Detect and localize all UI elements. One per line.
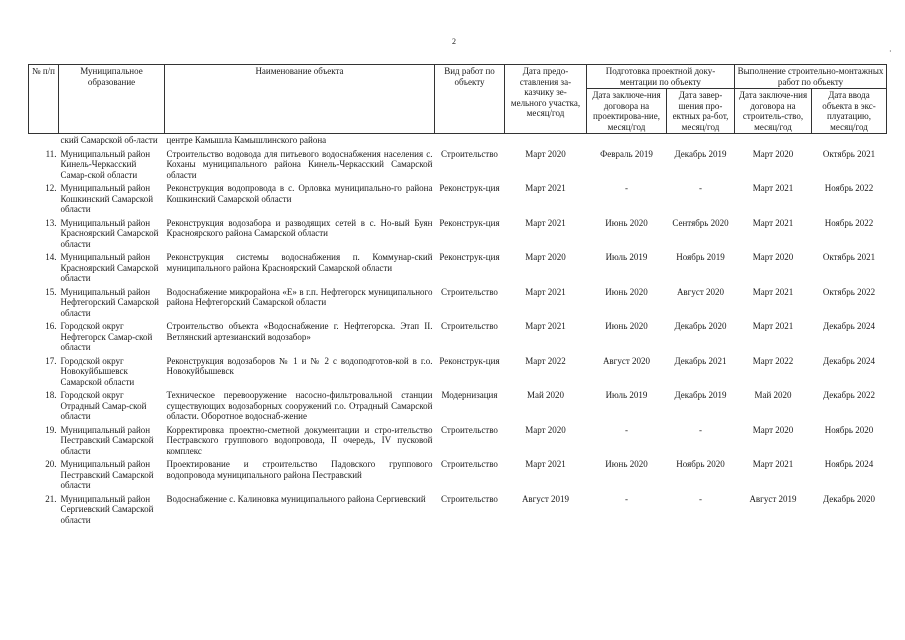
- cell-empty: [735, 134, 812, 149]
- cell-land-date: Март 2020: [525, 148, 566, 159]
- cell-commission: Октябрь 2022: [822, 286, 876, 297]
- cell-build-contract: Март 2021: [752, 286, 794, 297]
- cell-work-type: Реконструк-ция: [439, 252, 500, 262]
- cell-object: Реконструкция водопровода в с. Орловка муниципально-го района Кошкинский Самарской области: [166, 183, 433, 204]
- table-row: [29, 183, 887, 218]
- cell-work-type: Реконструк-ция: [439, 183, 500, 193]
- header-commission: Дата ввода объекта в экс-плуатацию, месяц/год: [812, 89, 887, 134]
- cell-land-date: Май 2020: [526, 390, 565, 400]
- table-row: [29, 149, 887, 184]
- cell-num: 19.: [45, 424, 57, 435]
- cell-num: 20.: [45, 459, 57, 469]
- table-body: [29, 134, 887, 529]
- cell-num: [29, 134, 59, 149]
- corner-mark: ·: [889, 47, 892, 56]
- cell-land-date: Август 2019: [521, 493, 570, 504]
- cell-design-end: Декабрь 2019: [674, 148, 727, 159]
- cell-object: Корректировка проектно-сметной документации и стро-ительство Пестравского группового водопровода, II очередь, IV пусковой комплекс: [166, 424, 433, 456]
- table-row: [29, 494, 887, 529]
- cell-num: 11.: [45, 148, 57, 159]
- cell-design-end: -: [699, 493, 702, 504]
- cell-design-contract: Июль 2019: [605, 390, 648, 400]
- header-num: № п/п: [29, 65, 59, 134]
- cell-design-end: -: [699, 183, 702, 193]
- table-row: [29, 321, 887, 356]
- cell-design-end: Декабрь 2019: [674, 390, 727, 400]
- cell-work-type: Строительство: [441, 286, 498, 297]
- cell-commission: Октябрь 2021: [822, 148, 876, 159]
- cell-commission: Декабрь 2020: [823, 493, 875, 504]
- cell-work-type: Строительство: [441, 148, 498, 159]
- cell-design-contract: -: [625, 183, 628, 193]
- cell-work-type: Строительство: [441, 493, 498, 504]
- cell-commission: Декабрь 2024: [823, 321, 875, 331]
- header-build-contract: Дата заключе-ния договора на строитель-ство, месяц/год: [735, 89, 812, 134]
- cell-empty: [812, 134, 887, 149]
- cell-build-contract: Март 2021: [752, 183, 794, 193]
- cell-design-contract: Июнь 2020: [605, 286, 648, 297]
- cell-design-end: Декабрь 2020: [674, 321, 727, 331]
- table-row: [29, 218, 887, 253]
- table-row-continuation: [29, 134, 887, 149]
- cell-land-date: Март 2021: [525, 286, 566, 297]
- cell-object: Проектирование и строительство Падовского группового водопровода муниципального района Пестравский: [166, 459, 433, 480]
- cell-object: Реконструкция системы водоснабжения п. Коммунар-ский муниципального района Красноярский Самарской области: [166, 252, 433, 273]
- cell-municipality: Городской округ Нефтегорск Самар-ской области: [60, 321, 153, 352]
- cell-work-type: Модернизация: [441, 390, 498, 400]
- cell-design-end: Ноябрь 2019: [676, 252, 725, 262]
- cell-num: 14.: [45, 252, 57, 262]
- cell-design-contract: -: [625, 424, 628, 435]
- cell-empty: [667, 134, 735, 149]
- cell-design-contract: Февраль 2019: [600, 148, 653, 159]
- cell-object: Водоснабжение с. Калиновка муниципального района Сергиевский: [166, 493, 426, 504]
- cell-design-end: -: [699, 424, 702, 435]
- header-municipality: Муниципальное образование: [59, 65, 165, 134]
- cell-num: 17.: [45, 355, 57, 366]
- cell-object: Строительство объекта «Водоснабжение г. Нефтегорска. Этап II. Ветлянский артезианский водозабор»: [166, 321, 433, 342]
- cell-commission: Декабрь 2022: [823, 390, 875, 400]
- cell-land-date: Март 2021: [525, 217, 566, 228]
- cell-design-contract: Август 2020: [602, 355, 651, 366]
- projects-table: [28, 64, 887, 528]
- cell-empty: [435, 134, 505, 149]
- cell-municipality: Муниципальный район Пестравский Самарской области: [60, 459, 154, 490]
- header-build-group: Выполнение строительно-монтажных работ по объекту: [735, 65, 887, 89]
- cell-build-contract: Март 2021: [752, 459, 794, 469]
- cell-commission: Ноябрь 2024: [824, 459, 874, 469]
- cell-build-contract: Март 2020: [752, 252, 794, 262]
- cell-municipality: Муниципальный район Кошкинский Самарской области: [60, 183, 154, 214]
- table-row: [29, 356, 887, 391]
- cell-build-contract: Март 2022: [752, 355, 794, 366]
- cell-municipality: Муниципальный район Красноярский Самарской области: [60, 217, 159, 249]
- cell-land-date: Март 2020: [525, 424, 566, 435]
- cell-build-contract: Март 2020: [752, 148, 794, 159]
- header-design-end: Дата завер-шения про-ектных ра-бот, месяц/год: [667, 89, 735, 134]
- cell-municipality: Городской округ Новокуйбышевск Самарской области: [60, 355, 135, 387]
- cell-design-end: Август 2020: [676, 286, 725, 297]
- header-work-type: Вид работ по объекту: [435, 65, 505, 134]
- cell-num: 21.: [45, 493, 57, 504]
- table-row: [29, 390, 887, 425]
- cell-object: Техническое перевооружение насосно-фильтровальной станции существующих водозаборных сооружений г.о. Отрадный Самарской области. Оборотное водоснаб-жение: [166, 390, 433, 421]
- cell-build-contract: Август 2019: [749, 493, 797, 504]
- header-design-contract: Дата заключе-ния договора на проектирова-ние, месяц/год: [587, 89, 667, 134]
- header-land-date: Дата предо-ставления за-казчику зе-мельного участка, месяц/год: [505, 65, 587, 134]
- cell-num: 13.: [45, 217, 57, 228]
- header-design-group: Подготовка проектной доку-ментации по объекту: [587, 65, 735, 89]
- cell-object: Реконструкция водозаборов № 1 и № 2 с водоподготов-кой в г.о. Новокуйбышевск: [166, 355, 433, 376]
- cell-work-type: Строительство: [441, 459, 498, 469]
- cell-build-contract: Март 2021: [752, 217, 794, 228]
- cell-design-end: Декабрь 2021: [674, 355, 727, 366]
- cell-object: Строительство водовода для питьевого водоснабжения населения с. Коханы муниципального района Кинель-Черкасский Самарской области: [166, 148, 433, 180]
- cell-design-contract: Июнь 2020: [605, 459, 648, 469]
- cell-design-end: Сентябрь 2020: [672, 217, 729, 228]
- cell-build-contract: Март 2021: [752, 321, 794, 331]
- cell-work-type: Строительство: [441, 424, 498, 435]
- cell-municipality: Муниципальный район Красноярский Самарской области: [60, 252, 159, 283]
- cell-land-date: Март 2022: [525, 355, 566, 366]
- table-row: [29, 252, 887, 287]
- cell-empty: [505, 134, 587, 149]
- cell-design-end: Ноябрь 2020: [676, 459, 725, 469]
- cell-municipality: Муниципальный район Сергиевский Самарской области: [60, 493, 154, 525]
- cell-build-contract: Май 2020: [754, 390, 792, 400]
- header-row: [29, 65, 887, 89]
- cell-municipality: ский Самарской об-ласти: [60, 135, 158, 145]
- cell-design-contract: Июнь 2020: [605, 321, 648, 331]
- cell-num: 16.: [45, 321, 57, 331]
- table-row: [29, 425, 887, 460]
- cell-build-contract: Март 2020: [752, 424, 794, 435]
- cell-municipality: Муниципальный район Кинель-Черкасский Самар-ской области: [60, 148, 151, 180]
- header-object: Наименование объекта: [165, 65, 435, 134]
- cell-commission: Ноябрь 2020: [824, 424, 874, 435]
- cell-commission: Ноябрь 2022: [824, 183, 874, 193]
- cell-object: Реконструкция водозабора и разводящих сетей в с. Но-вый Буян Красноярского района Самарской области: [166, 217, 433, 238]
- cell-commission: Ноябрь 2022: [824, 217, 874, 228]
- cell-design-contract: -: [625, 493, 628, 504]
- cell-object: Водоснабжение микрорайона «Е» в г.п. Нефтегорск муниципального района Нефтегорский Самарской области: [166, 286, 433, 307]
- cell-work-type: Реконструк-ция: [439, 217, 500, 228]
- cell-municipality: Городской округ Отрадный Самар-ской области: [60, 390, 147, 421]
- cell-num: 15.: [45, 286, 57, 297]
- cell-work-type: Строительство: [441, 321, 498, 331]
- cell-object: центре Камышла Камышлинского района: [166, 135, 327, 145]
- cell-commission: Декабрь 2024: [823, 355, 875, 366]
- cell-land-date: Март 2021: [525, 459, 566, 469]
- cell-municipality: Муниципальный район Пестравский Самарской области: [60, 424, 154, 456]
- cell-commission: Октябрь 2021: [822, 252, 876, 262]
- cell-municipality: Муниципальный район Нефтегорский Самарской области: [60, 286, 159, 318]
- cell-design-contract: Июнь 2020: [605, 217, 648, 228]
- cell-land-date: Март 2021: [525, 321, 566, 331]
- cell-design-contract: Июль 2019: [605, 252, 648, 262]
- cell-empty: [587, 134, 667, 149]
- table-row: [29, 459, 887, 494]
- cell-land-date: Март 2021: [525, 183, 566, 193]
- cell-work-type: Реконструк-ция: [439, 355, 500, 366]
- cell-num: 18.: [45, 390, 57, 400]
- table-row: [29, 287, 887, 322]
- cell-num: 12.: [45, 183, 57, 193]
- page-number: 2: [452, 37, 456, 46]
- cell-land-date: Март 2020: [525, 252, 566, 262]
